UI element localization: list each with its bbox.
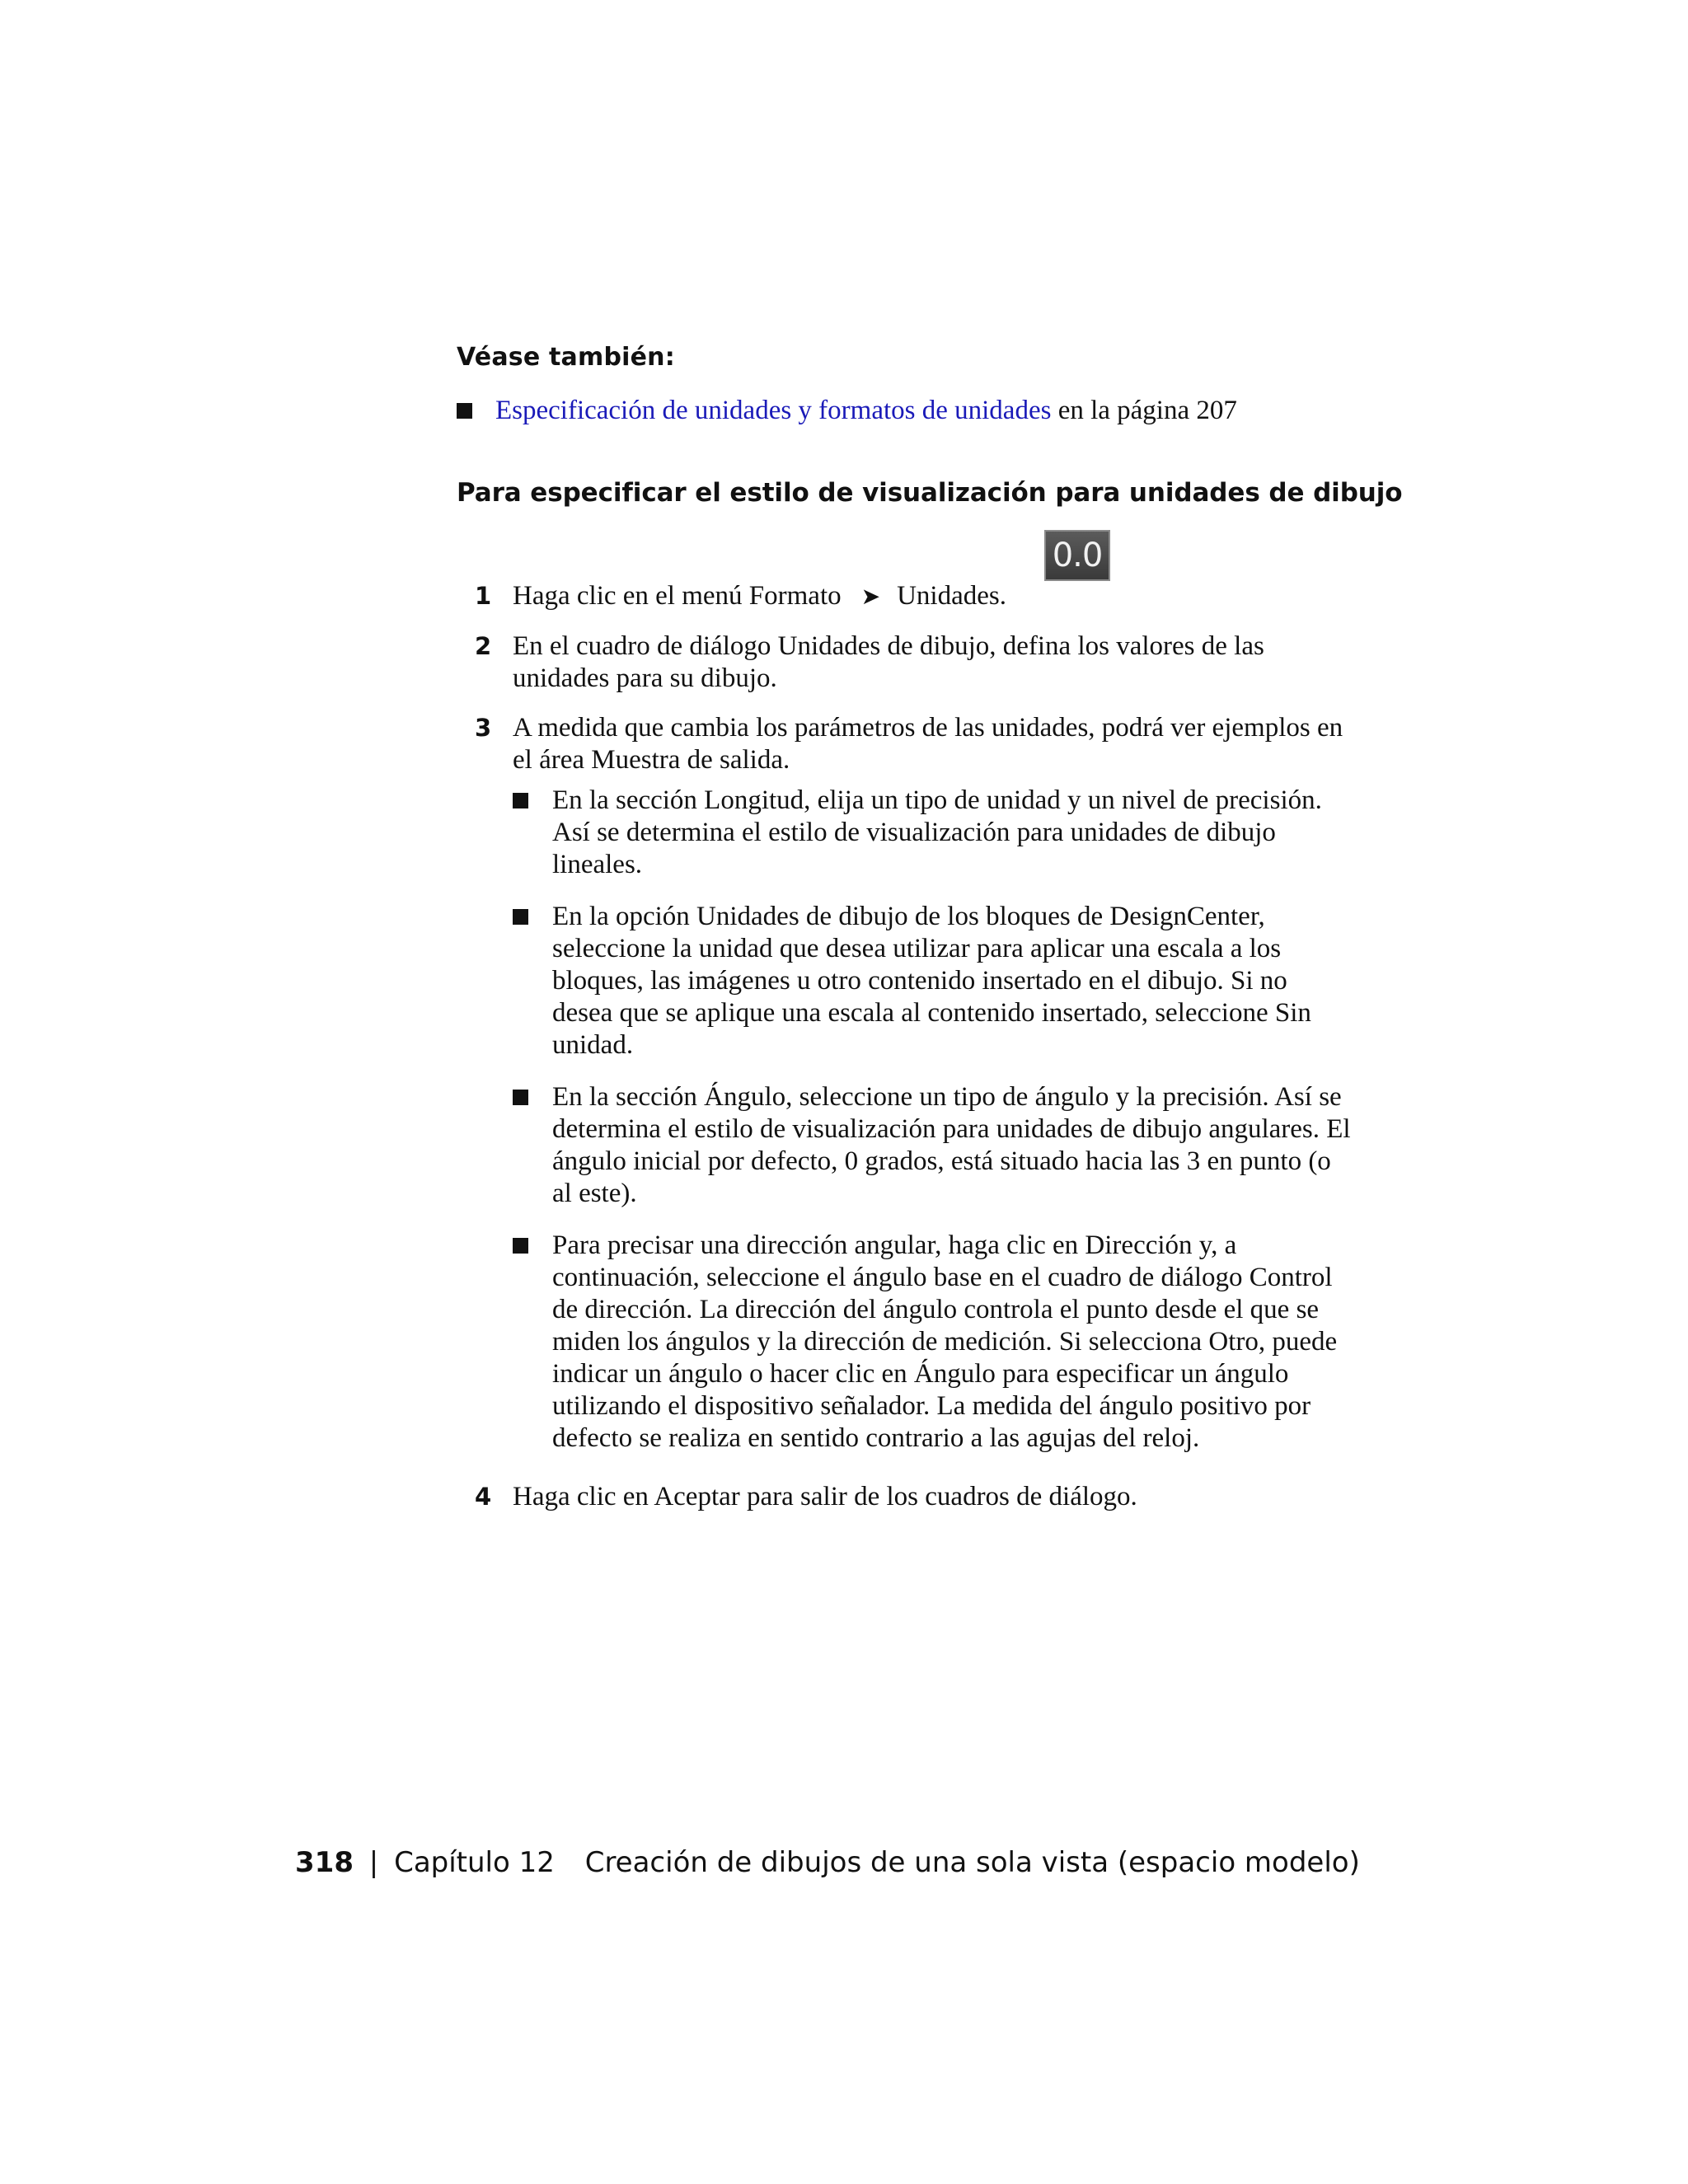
see-also-heading: Véase también: <box>457 343 675 372</box>
procedure-steps <box>470 536 1352 1513</box>
square-bullet-icon <box>513 1090 528 1105</box>
step-text: A medida que cambia los parámetros de las unidades, podrá ver ejemplos en el área Muestra de salida. <box>513 713 1343 775</box>
step-3 <box>470 712 1352 1455</box>
page-number: 318 <box>295 1846 354 1879</box>
chapter-title: Creación de dibujos de una sola vista (espacio modelo) <box>584 1846 1360 1879</box>
step-text: Haga clic en Aceptar para salir de los cuadros de diálogo. <box>513 1482 1137 1511</box>
step-text: En el cuadro de diálogo Unidades de dibujo, defina los valores de las unidades para su dibujo. <box>513 631 1264 693</box>
square-bullet-icon <box>513 1238 528 1254</box>
list-item-text: Para precisar una dirección angular, haga clic en Dirección y, a continuación, seleccione el ángulo base en el cuadro de diálogo Control de dirección. La dirección del ángulo controla el punto desde el que se miden los ángulos y la dirección de medición. Si selecciona Otro, puede indicar un ángulo o hacer clic en Ángulo para especificar un ángulo utilizando el dispositivo señalador. La medida del ángulo positivo por defecto se realiza en sentido contrario a las agujas del reloj. <box>552 1230 1338 1453</box>
menu-arrow-icon: ➤ <box>860 584 881 610</box>
procedure-heading: Para especificar el estilo de visualización para unidades de dibujo <box>457 478 1403 508</box>
see-also-link[interactable]: Especificación de unidades y formatos de unidades <box>495 396 1052 425</box>
see-also-page-reference: en la página 207 <box>1051 396 1237 425</box>
see-also-list-item <box>457 396 1237 426</box>
step-2 <box>470 630 1352 695</box>
units-toolbar-icon: 0.0 <box>1044 530 1110 581</box>
step-4 <box>470 1481 1352 1513</box>
step-3-bullet-list <box>513 785 1352 1455</box>
step-text-menu-item: Unidades. <box>897 581 1006 611</box>
step-number: 4 <box>475 1483 492 1511</box>
list-item <box>513 901 1352 1062</box>
list-item <box>513 1081 1352 1210</box>
chapter-label: Capítulo 12 <box>394 1846 555 1879</box>
square-bullet-icon <box>513 793 528 808</box>
list-item-text: En la sección Longitud, elija un tipo de unidad y un nivel de precisión. Así se determina el estilo de visualización para unidades de dibujo lineales. <box>552 785 1322 879</box>
list-item <box>513 785 1352 881</box>
footer-separator: | <box>368 1846 379 1879</box>
square-bullet-icon <box>457 403 472 419</box>
square-bullet-icon <box>513 909 528 925</box>
step-number: 1 <box>475 582 492 610</box>
step-1 <box>470 537 1352 613</box>
page-footer <box>295 1846 1360 1879</box>
list-item-text: En la opción Unidades de dibujo de los bloques de DesignCenter, seleccione la unidad que desea utilizar para aplicar una escala a los bloques, las imágenes u otro contenido insertado en el dibujo. Si no desea que se aplique una escala al contenido insertado, seleccione Sin unidad. <box>552 902 1311 1060</box>
step-text: Haga clic en el menú Formato <box>513 581 842 611</box>
step-number: 2 <box>475 632 492 660</box>
list-item-text: En la sección Ángulo, seleccione un tipo de ángulo y la precisión. Así se determina el estilo de visualización para unidades de dibujo angulares. El ángulo inicial por defecto, 0 grados, está situado hacia las 3 en punto (o al este). <box>552 1082 1351 1208</box>
list-item <box>513 1230 1352 1455</box>
step-number: 3 <box>475 714 492 742</box>
